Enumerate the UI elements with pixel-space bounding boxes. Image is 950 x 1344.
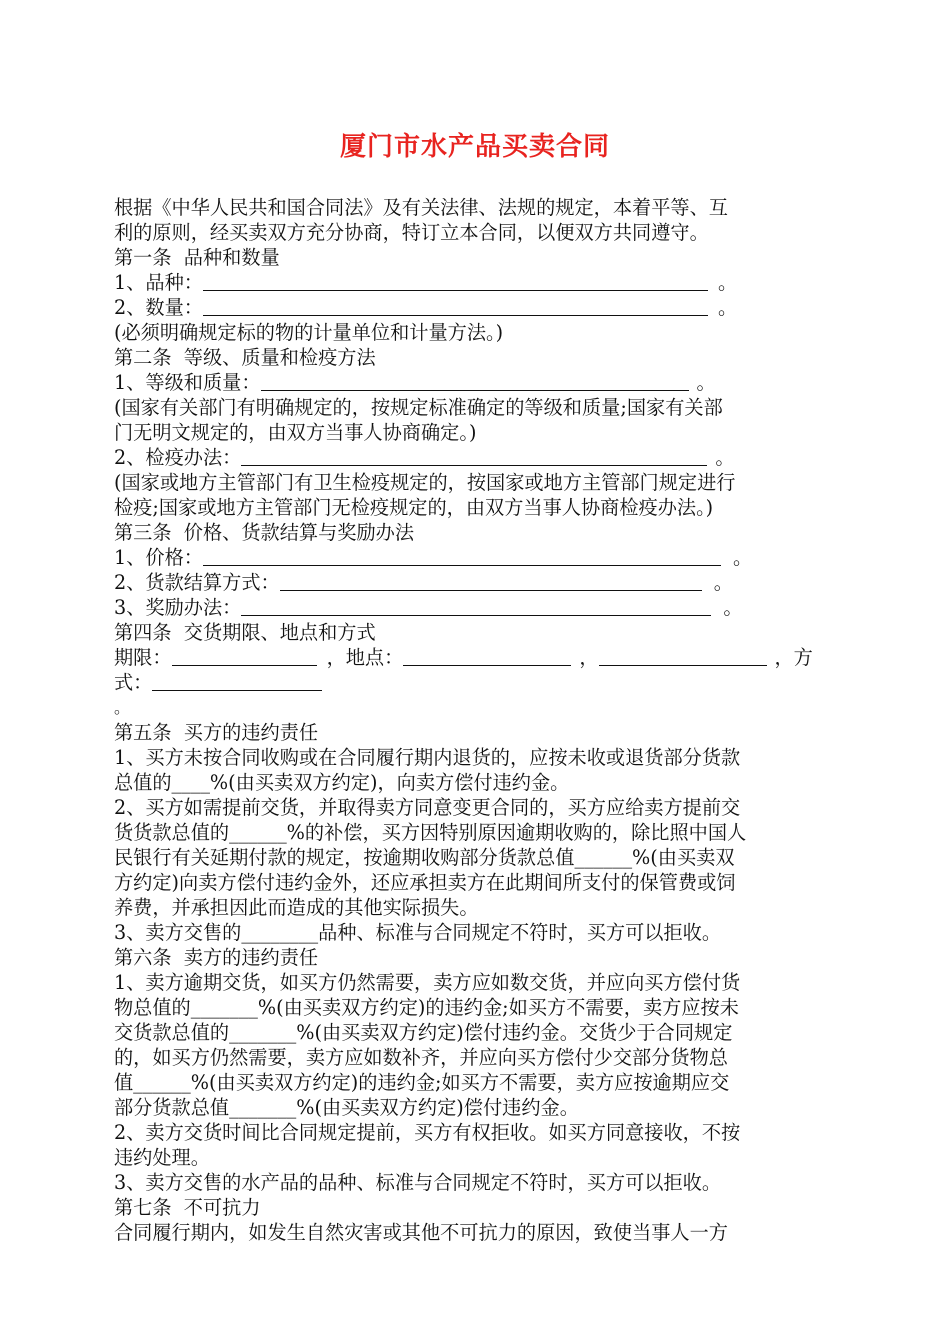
- quantity-blank[interactable]: [203, 315, 708, 316]
- paragraph-line: 民银行有关延期付款的规定，按逾期收购部分货款总值______%(由买卖双: [114, 846, 735, 869]
- note-line: (必须明确规定标的物的计量单位和计量方法。): [114, 321, 504, 344]
- price-blank[interactable]: [203, 565, 721, 566]
- reward-blank[interactable]: [241, 615, 711, 616]
- grade-blank[interactable]: [261, 390, 689, 391]
- paragraph-line: 3、卖方交售的水产品的品种、标准与合同规定不符时，买方可以拒收。: [114, 1171, 722, 1194]
- article-4-heading: 第四条 交货期限、地点和方式: [114, 621, 376, 644]
- paragraph-line: 利的原则，经买卖双方充分协商，特订立本合同，以便双方共同遵守。: [114, 221, 709, 244]
- paragraph-line: 总值的____%(由买卖双方约定)，向卖方偿付违约金。: [114, 771, 570, 794]
- paragraph-line: 2、买方如需提前交货，并取得卖方同意变更合同的，买方应给卖方提前交: [114, 796, 741, 819]
- price-label: 1、价格：: [114, 546, 203, 569]
- price-line: [114, 545, 844, 570]
- period: 。: [717, 296, 738, 319]
- method-label-end: 式：: [114, 671, 153, 694]
- article-5-heading: 第五条 买方的违约责任: [114, 721, 319, 744]
- period: 。: [713, 571, 733, 594]
- document-title: 厦门市水产品买卖合同: [339, 132, 610, 162]
- paragraph-line: 物总值的_______%(由买卖双方约定)的违约金;如买方不需要，卖方应按未: [114, 996, 739, 1019]
- article-1-heading: 第一条 品种和数量: [114, 246, 280, 269]
- period: 。: [717, 271, 738, 294]
- grade-line: [114, 370, 844, 395]
- comma: ，: [579, 646, 599, 669]
- term-blank[interactable]: [172, 665, 317, 666]
- note-line: (国家或地方主管部门有卫生检疫规定的，按国家或地方主管部门规定进行: [114, 471, 736, 494]
- contract-body: [114, 195, 844, 1245]
- note-line: (国家有关部门有明确规定的，按规定标准确定的等级和质量;国家有关部: [114, 396, 723, 419]
- period-line: 。: [114, 698, 131, 717]
- quarantine-line: [114, 445, 844, 470]
- note-line: 检疫;国家或地方主管部门无检疫规定的，由双方当事人协商检疫办法。): [114, 496, 714, 519]
- reward-label: 3、奖励办法：: [114, 596, 242, 619]
- paragraph-line: 2、卖方交货时间比合同规定提前，买方有权拒收。如买方同意接收，不按: [114, 1121, 741, 1144]
- period: 。: [696, 371, 716, 394]
- reward-line: [114, 595, 844, 620]
- method-line: [114, 670, 844, 695]
- variety-label: 1、品种：: [114, 271, 203, 294]
- period: 。: [732, 546, 753, 569]
- settlement-line: [114, 570, 844, 595]
- period: 。: [715, 446, 735, 469]
- period: 。: [723, 596, 743, 619]
- quarantine-label: 2、检疫办法：: [114, 446, 242, 469]
- paragraph-line: 值______%(由买卖双方约定)的违约金;如买方不需要，卖方应按逾期应交: [114, 1071, 730, 1094]
- grade-label: 1、等级和质量：: [114, 371, 261, 394]
- article-2-heading: 第二条 等级、质量和检疫方法: [114, 346, 376, 369]
- paragraph-line: 养费，并承担因此而造成的其他实际损失。: [114, 896, 479, 919]
- paragraph-line: 货货款总值的______%的补偿，买方因特别原因逾期收购的，除比照中国人: [114, 821, 747, 844]
- article-3-heading: 第三条 价格、货款结算与奖励办法: [114, 521, 415, 544]
- method-label-start: ，方: [774, 646, 813, 669]
- paragraph-line: 根据《中华人民共和国合同法》及有关法律、法规的规定，本着平等、互: [114, 196, 728, 219]
- variety-line: [114, 270, 844, 295]
- settlement-label: 2、货款结算方式：: [114, 571, 280, 594]
- term-label: 期限：: [114, 646, 172, 669]
- paragraph-line: 3、卖方交售的________品种、标准与合同规定不符时，买方可以拒收。: [114, 921, 722, 944]
- paragraph-line: 交货款总值的_______%(由买卖双方约定)偿付违约金。交货少于合同规定: [114, 1021, 733, 1044]
- article-7-heading: 第七条 不可抗力: [114, 1196, 261, 1219]
- paragraph-line: 的，如买方仍然需要，卖方应如数补齐，并应向买方偿付少交部分货物总: [114, 1046, 728, 1069]
- paragraph-line: 1、卖方逾期交货，如买方仍然需要，卖方应如数交货，并应向买方偿付货: [114, 971, 741, 994]
- paragraph-line: 合同履行期内，如发生自然灾害或其他不可抗力的原因，致使当事人一方: [114, 1221, 728, 1244]
- note-line: 门无明文规定的，由双方当事人协商确定。): [114, 421, 477, 444]
- method-blank[interactable]: [152, 690, 322, 691]
- quarantine-blank[interactable]: [241, 465, 707, 466]
- settlement-blank[interactable]: [280, 590, 702, 591]
- quantity-line: [114, 295, 844, 320]
- paragraph-line: 违约处理。: [114, 1146, 210, 1169]
- quantity-label: 2、数量：: [114, 296, 203, 319]
- place-blank[interactable]: [403, 665, 571, 666]
- paragraph-line: 部分货款总值_______%(由买卖双方约定)偿付违约金。: [114, 1096, 579, 1119]
- delivery-line: [114, 645, 844, 670]
- variety-blank[interactable]: [203, 290, 708, 291]
- place-label: ，地点：: [326, 646, 404, 669]
- article-6-heading: 第六条 卖方的违约责任: [114, 946, 319, 969]
- paragraph-line: 1、买方未按合同收购或在合同履行期内退货的，应按未收或退货部分货款: [114, 746, 741, 769]
- extra-blank[interactable]: [599, 665, 767, 666]
- paragraph-line: 方约定)向卖方偿付违约金外，还应承担卖方在此期间所支付的保管费或饲: [114, 871, 736, 894]
